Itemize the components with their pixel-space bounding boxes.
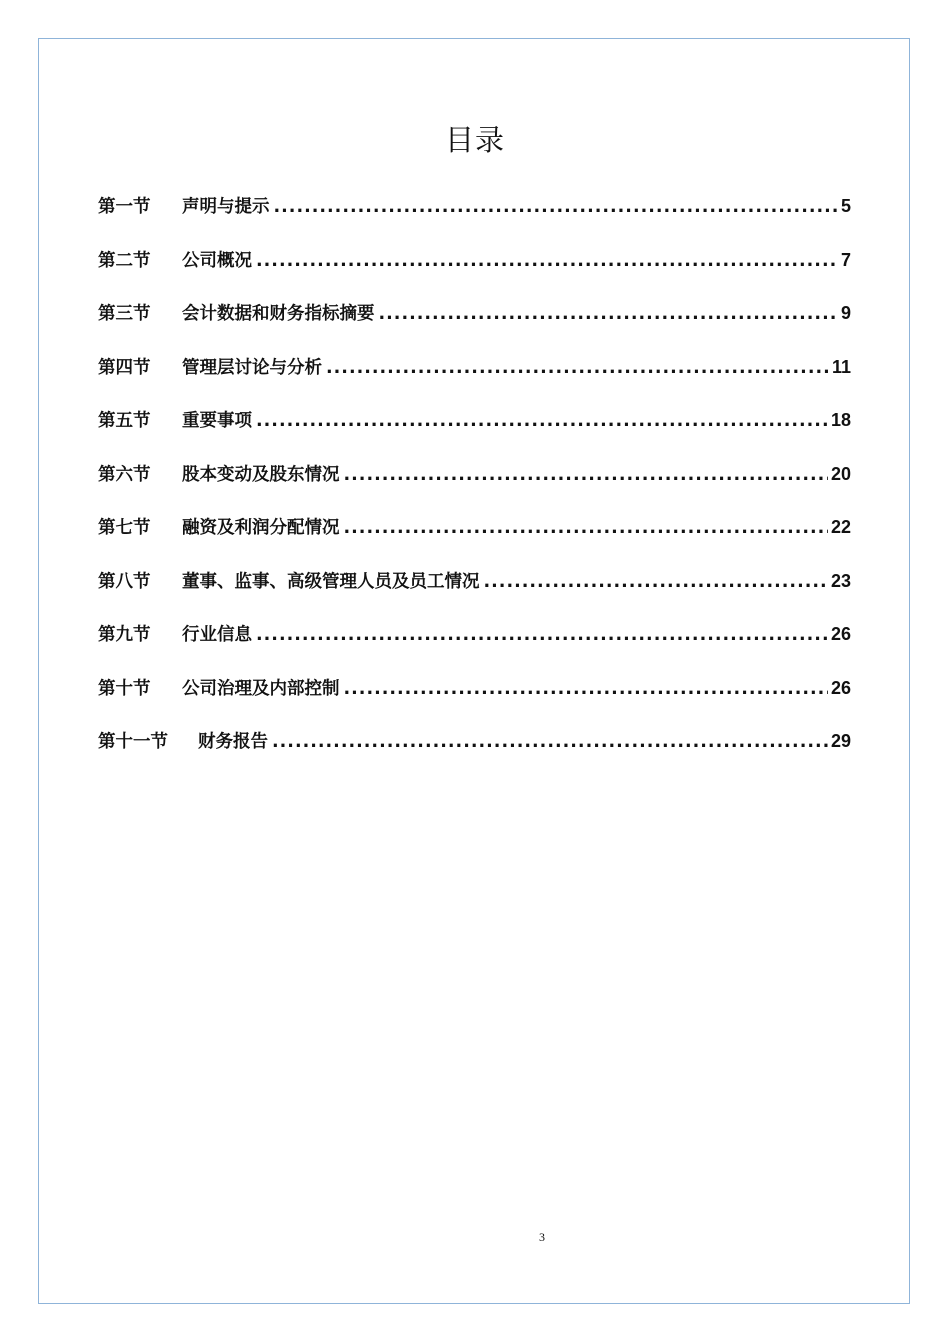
- toc-heading: 财务报告: [198, 732, 268, 752]
- toc-page-number: 26: [830, 677, 851, 698]
- toc-page-number: 11: [831, 356, 851, 377]
- page-number: 3: [539, 1230, 545, 1244]
- toc-dot-leader: [484, 569, 828, 595]
- toc-entry[interactable]: [98, 461, 851, 515]
- toc-entry[interactable]: [98, 675, 851, 729]
- toc-section-number: 第十节: [98, 678, 151, 699]
- toc-title: 目录: [444, 123, 505, 157]
- toc-page-number: 18: [830, 410, 851, 430]
- toc-entry[interactable]: [98, 300, 851, 354]
- toc-heading: 股本变动及股东情况: [182, 464, 340, 485]
- toc-dot-leader: [344, 515, 828, 541]
- toc-entry[interactable]: [98, 568, 851, 622]
- toc-page-number: 7: [840, 249, 851, 270]
- toc-section-number: 第六节: [98, 464, 151, 485]
- toc-heading: 管理层讨论与分析: [182, 357, 322, 378]
- toc-section-number: 第二节: [98, 250, 151, 271]
- toc-section-number: 第八节: [98, 571, 151, 592]
- toc-entry[interactable]: [98, 354, 851, 408]
- toc-heading: 重要事项: [182, 411, 252, 431]
- toc-page-number: 9: [840, 303, 851, 323]
- toc-page-number: 26: [830, 624, 851, 644]
- toc-dot-leader: [344, 676, 828, 702]
- toc-dot-leader: [256, 248, 838, 274]
- toc-heading: 公司概况: [182, 250, 252, 271]
- toc-dot-leader: [256, 622, 828, 648]
- toc-page-number: 22: [830, 517, 851, 537]
- toc-page-number: 20: [830, 463, 851, 484]
- toc-page-number: 29: [830, 731, 851, 751]
- toc-section-number: 第四节: [98, 357, 151, 378]
- toc-dot-leader: [272, 729, 828, 755]
- toc-entry[interactable]: [98, 728, 851, 782]
- toc-heading: 融资及利润分配情况: [182, 518, 340, 538]
- toc-entry[interactable]: [98, 621, 851, 675]
- toc-page-number: 5: [840, 196, 851, 216]
- toc-heading: 公司治理及内部控制: [182, 678, 340, 699]
- toc-dot-leader: [256, 408, 828, 434]
- toc-heading: 董事、监事、高级管理人员及员工情况: [182, 571, 480, 592]
- toc-dot-leader: [274, 194, 838, 220]
- toc-entry[interactable]: [98, 514, 851, 568]
- toc-heading: 会计数据和财务指标摘要: [182, 304, 375, 324]
- toc-dot-leader: [379, 301, 838, 327]
- toc-entry[interactable]: [98, 407, 851, 461]
- toc-dot-leader: [326, 355, 829, 381]
- toc-section-number: 第三节: [98, 304, 151, 324]
- toc-page-number: 23: [830, 570, 851, 591]
- toc-entry[interactable]: [98, 247, 851, 301]
- table-of-contents: [98, 193, 851, 782]
- toc-dot-leader: [344, 462, 828, 488]
- toc-entry[interactable]: [98, 193, 851, 247]
- toc-section-number: 第十一节: [98, 732, 168, 752]
- toc-section-number: 第九节: [98, 625, 151, 645]
- toc-section-number: 第七节: [98, 518, 151, 538]
- toc-section-number: 第一节: [98, 197, 151, 217]
- toc-section-number: 第五节: [98, 411, 151, 431]
- toc-heading: 声明与提示: [182, 197, 270, 217]
- toc-heading: 行业信息: [182, 625, 252, 645]
